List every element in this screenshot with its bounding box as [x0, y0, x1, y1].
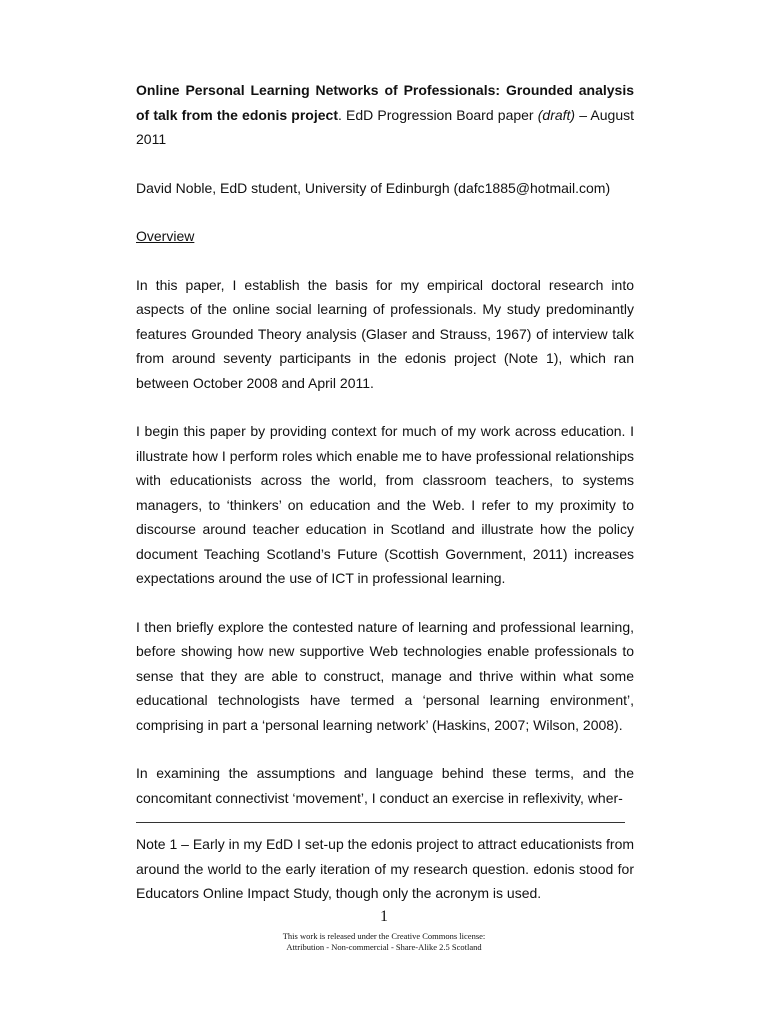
- title-date: – August 2011: [136, 106, 634, 147]
- license-line-2: Attribution - Non-commercial - Share-Alike 2.5 Scotland: [286, 942, 482, 952]
- paragraph-1: In this paper, I establish the basis for my empirical doctoral research into aspects of the online social learning of professionals. My study predominantly features Grounded Theory analysis (Glaser and Strauss, 1967) of interview talk from around seventy participants in the edonis project (Note 1), which ran between October 2008 and April 2011.: [136, 276, 634, 391]
- title-bold: Online Personal Learning Networks of Professionals: Grounded analysis of talk from the edonis project: [136, 82, 634, 123]
- section-heading-overview: Overview: [136, 228, 195, 244]
- document-title: [136, 78, 634, 152]
- title-rest: . EdD Progression Board paper: [338, 106, 538, 123]
- license-line-1: This work is released under the Creative Commons license:: [282, 931, 486, 941]
- author-line: David Noble, EdD student, University of Edinburgh (dafc1885@hotmail.com): [136, 179, 611, 196]
- title-draft: (draft): [537, 106, 576, 123]
- license-notice: [0, 931, 768, 953]
- document-body: [136, 78, 634, 810]
- paragraph-4: In examining the assumptions and language behind these terms, and the concomitant connectivist ‘movement’, I conduct an exercise in reflexivity, wher-: [136, 765, 634, 806]
- footnote-note-1: Note 1 – Early in my EdD I set-up the edonis project to attract educationists from around the world to the early iteration of my research question. edonis stood for Educators Online Impact Study, though only the acronym is used.: [136, 836, 635, 901]
- paragraph-3: I then briefly explore the contested nature of learning and professional learning, before showing how new supportive Web technologies enable professionals to sense that they are able to construct, manage and thrive within what some educational technologists have termed a ‘personal learning environment’, comprising in part a ‘personal learning network’ (Haskins, 2007; Wilson, 2008).: [136, 618, 634, 733]
- footnote-separator: [136, 822, 625, 823]
- page-number: 1: [380, 908, 388, 925]
- paragraph-2: I begin this paper by providing context for much of my work across education. I illustrate how I perform roles which enable me to have professional relationships with educationists across the world, from classroom teachers, to systems managers, to ‘thinkers’ on education and the Web. I refer to my proximity to discourse around teacher education in Scotland and illustrate how the policy document Teaching Scotland’s Future (Scottish Government, 2011) increases expectations around the use of ICT in professional learning.: [136, 423, 634, 586]
